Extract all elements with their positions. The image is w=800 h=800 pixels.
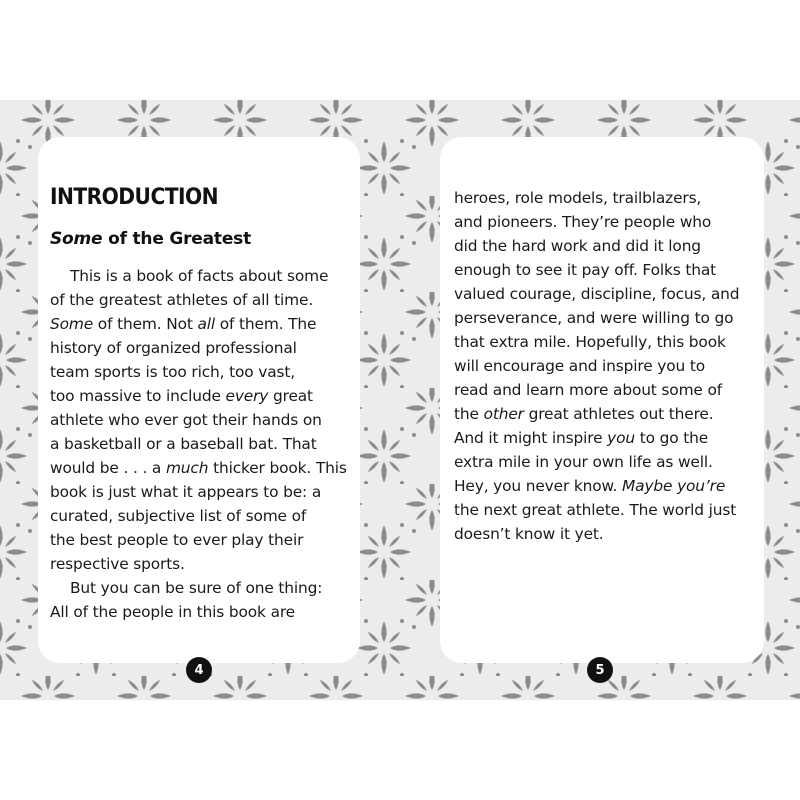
paragraph-2-continued: All of the people in this book are	[50, 603, 296, 621]
paragraph-2-end: heroes, role models, trailblazers, and pioneers. They’re people who did the hard work and did it long enough to see it pay off. Folks that valued courage, discipline, focus, and perseverance, and were willing to go that extra mile. Hopefully, this book will encourage and inspire you to read and learn more about some of the other great athletes out there. And it might inspire you to go the extra mile in your own life as well. Hey, you never know. Maybe you’re the next great athlete. The world just doesn’t know it yet.	[454, 189, 740, 543]
book-spread	[0, 100, 800, 700]
chapter-heading: INTRODUCTION	[50, 185, 219, 210]
paragraph-1: This is a book of facts about some	[70, 267, 329, 285]
intro-body-text-left	[50, 264, 360, 624]
left-page	[38, 137, 360, 663]
paragraph-2: But you can be sure of one thing:	[70, 579, 323, 597]
page-number-left: 4	[186, 657, 212, 683]
page-number-right: 5	[587, 657, 613, 683]
intro-body-text-right	[454, 186, 760, 546]
right-page	[440, 137, 764, 663]
section-subheading: Some of the Greatest	[50, 229, 252, 249]
paragraph-1-continued: of the greatest athletes of all time. Some of them. Not all of them. The history of organized professional team sports is too rich, too vast, too massive to include every great athlete who ever got their hands on a basketball or a baseball bat. That would be . . . a much thicker book. This book is just what it appears to be: a curated, subjective list of some of the best people to ever play their respective sports.	[50, 291, 347, 573]
